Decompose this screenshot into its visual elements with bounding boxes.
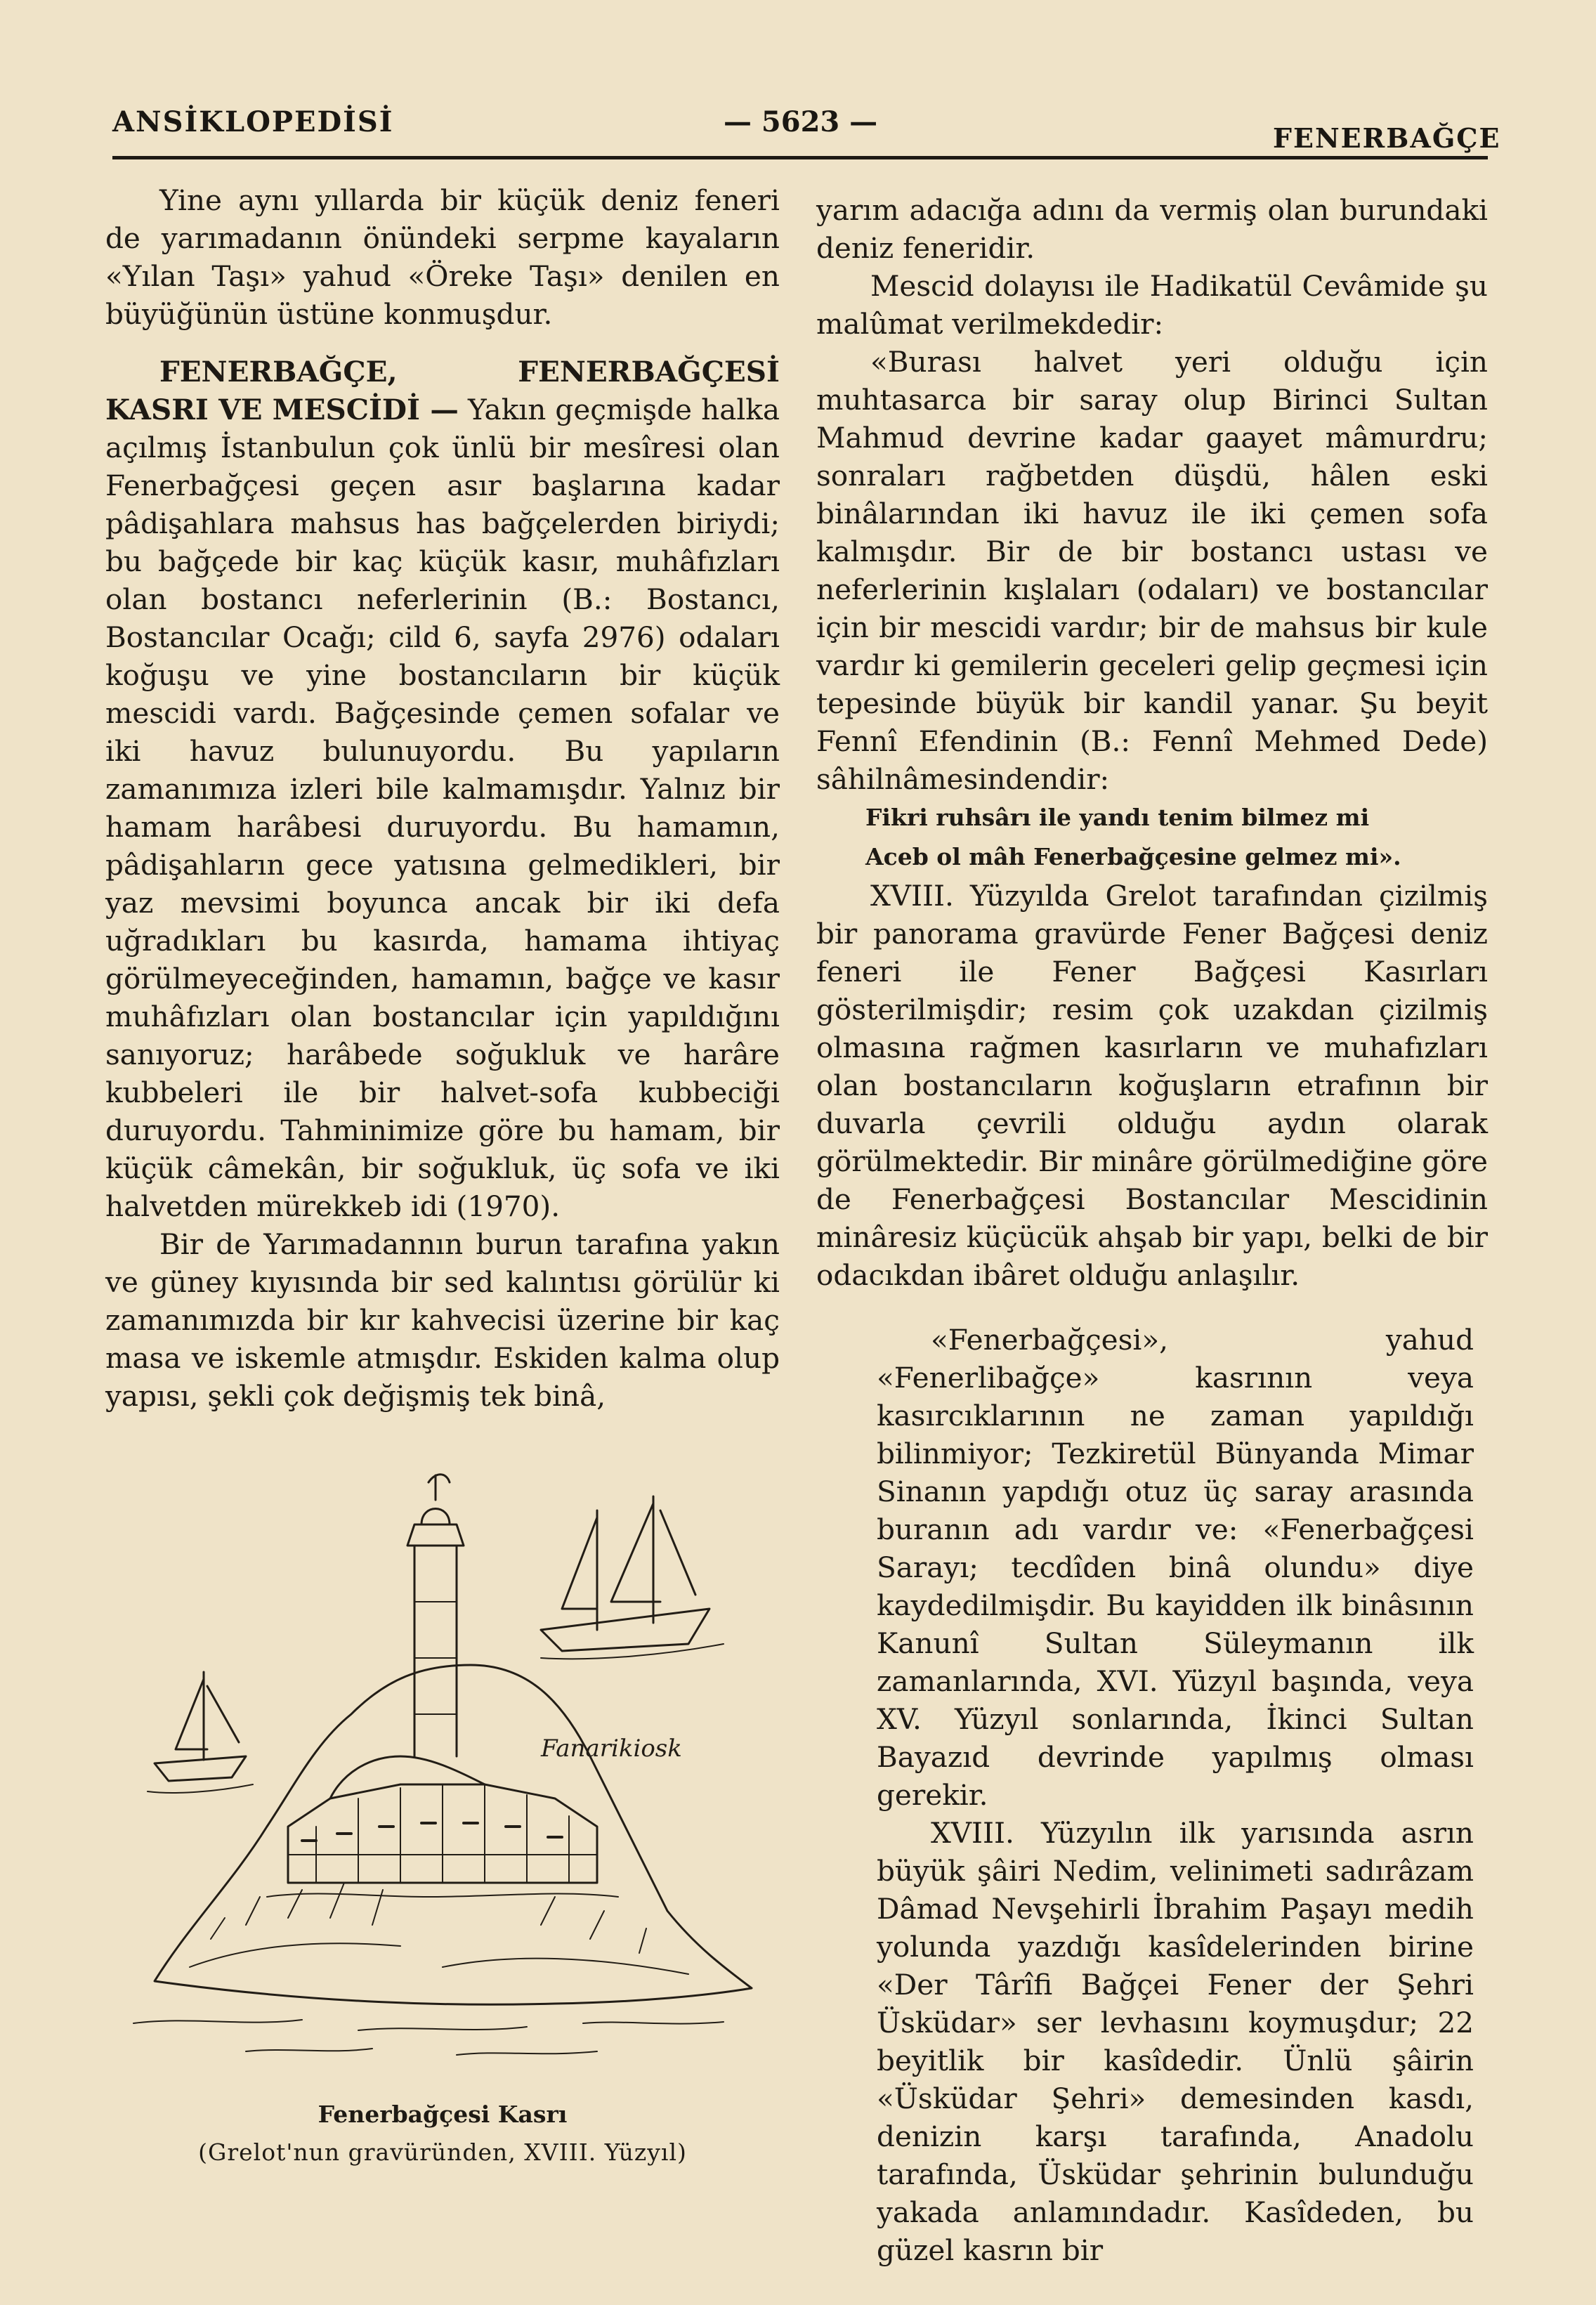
paragraph: XVIII. Yüzyılda Grelot tarafından çizilmiş bir panorama gravürde Fener Bağçesi deniz feneri ile Fener Bağçesi Kasırları gösterilmişdir; resim çok uzakdan çizilmiş olmasına rağmen kasırların ve muhafızları olan bostancıların koğuşların etrafının bir duvarla çevrili olduğu aydın olarak görülmektedir. Bir minâre görülmediğine göre de Fenerbağçesi Bostancılar Mescidinin minâresiz küçücük ahşab bir yapı, belki de bir odacıkdan ibâret olduğu anlaşılır. <box>816 879 1488 1292</box>
verse-line: Aceb ol mâh Fenerbağçesine gelmez mi». <box>865 843 1401 870</box>
entry-text: Yakın geçmişde halka açılmış İstanbulun çok ünlü bir mesîresi olan Fenerbağçesi geçen asır başlarına kadar pâdişahlara mahsus has bağçelerden biriydi; bu bağçede bir kaç küçük kasır, muhâfızları olan bostancı neferlerinin (B.: Bostancı, Bostancılar Ocağı; cild 6, sayfa 2976) odaları koğuşu ve yine bostancıların bir küçük mescidi vardı. Bağçesinde çemen sofalar ve iki havuz bulunuyordu. Bu yapıların zamanımıza izleri bile kalmamışdır. Yalnız bir hamam harâbesi duruyordu. Bu hamamın, pâdişahların gece yatısına gelmedikleri, bir yaz mevsimi boyunca ancak bir iki defa uğradıkları bu kasırda, hamama ihtiyaç görülmeyeceğinden, hamamın, bağçe ve kasır muhâfızları olan bostancılar için yapıldığını sanıyoruz; harâbede soğukluk ve harâre kubbeleri ile bir halvet-sofa kubbeciği duruyordu. Tahminimize göre bu hamam, bir küçük câmekân, bir soğukluk, üç sofa ve iki halvetden mürekkeb idi (1970). <box>105 393 780 1223</box>
paragraph: Yine aynı yıllarda bir küçük deniz feneri de yarımadanın önündeki serpme kayaların «Yılan Taşı» yahud «Öreke Taşı» denilen en büyüğünün üstüne konmuşdur. <box>105 183 780 331</box>
paragraph: Bir de Yarımadannın burun tarafına yakın ve güney kıyısında bir sed kalıntısı görülür ki zamanımızda bir kır kahvecisi üzerine bir kaç masa ve iskemle atmışdır. Eskiden kalma olup yapısı, şekli çok değişmiş tek binâ, <box>105 1227 780 1413</box>
left-column <box>105 181 780 1415</box>
entry-paragraph <box>105 353 780 1225</box>
handwritten-label: Fanarikiosk <box>541 1735 682 1763</box>
paragraph: XVIII. Yüzyılın ilk yarısında asrın büyük şâiri Nedim, velinimeti sadırâzam Dâmad Nevşehirli İbrahim Paşayı medih yolunda yazdığı kasîdelerinden birine «Der Târîfi Bağçei Fener der Şehri Üsküdar» ser levhasını koymuşdur; 22 beyitlik bir kasîdedir. Ünlü şâirin «Üsküdar Şehri» demesinden kasdı, denizin karşı tarafında, Anadolu tarafında, Üsküdar şehrinin bulunduğu yakada anlamındadır. Kasîdeden, bu güzel kasrın bir <box>877 1816 1474 2267</box>
paragraph: Mescid dolayısı ile Hadikatül Cevâmide şu malûmat verilmekdedir: <box>816 269 1488 341</box>
quote-paragraph: «Burası halvet yeri olduğu için muhtasarca bir saray olup Birinci Sultan Mahmud devrine kadar gaayet mâmurdru; sonraları rağbetden düşdü, hâlen eski binâlarından iki havuz ile iki çemen sofa kalmışdır. Bir de bir bostancı ustası ve neferlerinin kışlaları (odaları) ve bostancılar için bir mescidi vardır; bir de mahsus bir kule vardır ki gemilerin geceleri gelip geçmesi için tepesinde büyük bir kandil yanar. Şu beyit Fennî Efendinin (B.: Fennî Mehmed Dede) sâhilnâmesindendir: <box>816 345 1488 796</box>
paragraph: «Fenerbağçesi», yahud «Fenerlibağçe» kasrının veya kasırcıklarının ne zaman yapıldığı bilinmiyor; Tezkiretül Bünyanda Mimar Sinanın yapdığı otuz üç saray arasında buranın adı vardır ve: «Fenerbağçesi Sarayı; tecdîden binâ olundu» diye kaydedilmişdir. Bu kayidden ilk binâsının Kanunî Sultan Süleymanın ilk zamanlarında, XVI. Yüzyıl başında, veya XV. Yüzyıl sonlarında, İkinci Sultan Bayazıd devrinde yapılmış olması gerekir. <box>877 1323 1474 1812</box>
entry-title: FENERBAĞÇE, FENERBAĞÇESİ KASRI VE MESCİDİ — <box>105 355 780 426</box>
verse-line: Fikri ruhsârı ile yandı tenim bilmez mi <box>865 804 1370 831</box>
right-column <box>816 191 1488 1294</box>
figure-caption-source: (Grelot'nun gravüründen, XVIII. Yüzyıl) <box>198 2139 687 2166</box>
header-rule <box>112 156 1488 159</box>
engraving-illustration <box>105 1433 794 2094</box>
verse-couplet <box>816 798 1488 877</box>
figure-caption-title: Fenerbağçesi Kasrı <box>318 2101 568 2128</box>
running-head-right: FENERBAĞÇE <box>1273 122 1501 154</box>
right-column-continued <box>877 1321 1474 2269</box>
page-number: — 5623 — <box>724 105 878 138</box>
running-head-left: ANSİKLOPEDİSİ <box>112 105 394 138</box>
paragraph: yarım adacığa adını da vermiş olan burundaki deniz feneridir. <box>816 193 1488 265</box>
